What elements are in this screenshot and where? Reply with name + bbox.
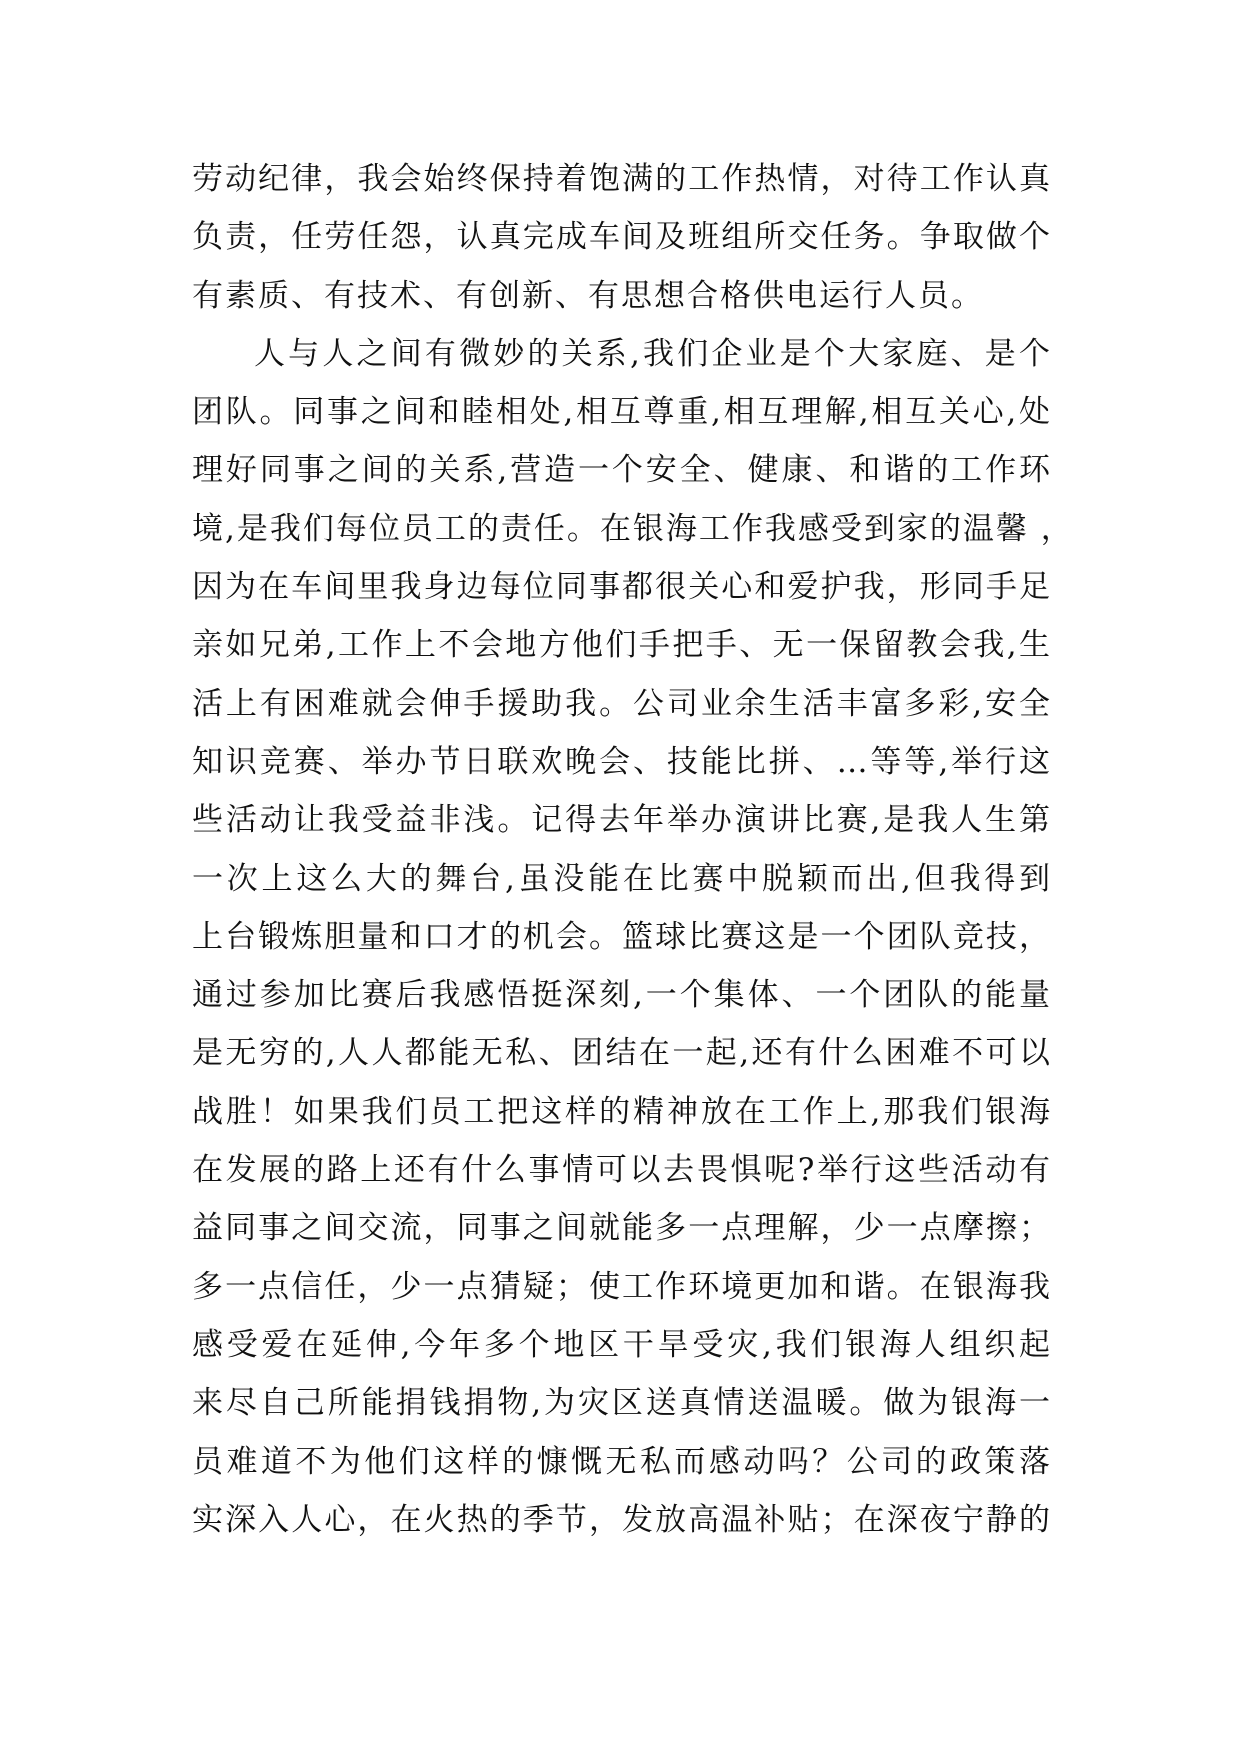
text-line: 实深入人心，在火热的季节，发放高温补贴；在深夜宁静的: [192, 1501, 1052, 1538]
text-line: 通过参加比赛后我感悟挺深刻,一个集体、一个团队的能量: [192, 977, 1052, 1014]
text-line: 益同事之间交流，同事之间就能多一点理解，少一点摩擦；: [192, 1210, 1052, 1247]
text-line: 因为在车间里我身边每位同事都很关心和爱护我，形同手足: [192, 569, 1052, 606]
text-line: 劳动纪律，我会始终保持着饱满的工作热情，对待工作认真: [192, 161, 1052, 197]
text-line: 是无穷的,人人都能无私、团结在一起,还有什么困难不可以: [192, 1035, 1052, 1072]
text-line: 知识竞赛、举办节日联欢晚会、技能比拼、…等等,举行这: [192, 743, 1052, 780]
text-line: 团队。同事之间和睦相处,相互尊重,相互理解,相互关心,处: [192, 394, 1052, 431]
text-line: 感受爱在延伸,今年多个地区干旱受灾,我们银海人组织起: [192, 1326, 1052, 1363]
paragraph-first-line: 人与人之间有微妙的关系,我们企业是个大家庭、是个: [254, 335, 1052, 372]
text-line: 有素质、有技术、有创新、有思想合格供电运行人员。: [192, 277, 984, 314]
body-text: [192, 150, 1074, 1549]
text-line: 来尽自己所能捐钱捐物,为灾区送真情送温暖。做为银海一: [192, 1385, 1052, 1422]
text-line: 多一点信任，少一点猜疑；使工作环境更加和谐。在银海我: [192, 1268, 1052, 1305]
text-line: 一次上这么大的舞台,虽没能在比赛中脱颖而出,但我得到: [192, 860, 1052, 897]
text-line: 亲如兄弟,工作上不会地方他们手把手、无一保留教会我,生: [192, 627, 1052, 664]
text-line: 在发展的路上还有什么事情可以去畏惧呢?举行这些活动有: [192, 1152, 1052, 1189]
text-line: 活上有困难就会伸手援助我。公司业余生活丰富多彩,安全: [192, 685, 1052, 722]
text-line: 些活动让我受益非浅。记得去年举办演讲比赛,是我人生第: [192, 802, 1052, 839]
text-line: 战胜！如果我们员工把这样的精神放在工作上,那我们银海: [192, 1093, 1052, 1130]
text-line: 理好同事之间的关系,营造一个安全、健康、和谐的工作环: [192, 452, 1052, 489]
text-line: 上台锻炼胆量和口才的机会。篮球比赛这是一个团队竞技，: [192, 918, 1052, 955]
text-line: 负责，任劳任怨，认真完成车间及班组所交任务。争取做个: [192, 219, 1052, 256]
text-line: 员难道不为他们这样的慷慨无私而感动吗？公司的政策落: [192, 1443, 1052, 1480]
text-line: 境,是我们每位员工的责任。在银海工作我感受到家的温馨 ，: [192, 510, 1074, 547]
